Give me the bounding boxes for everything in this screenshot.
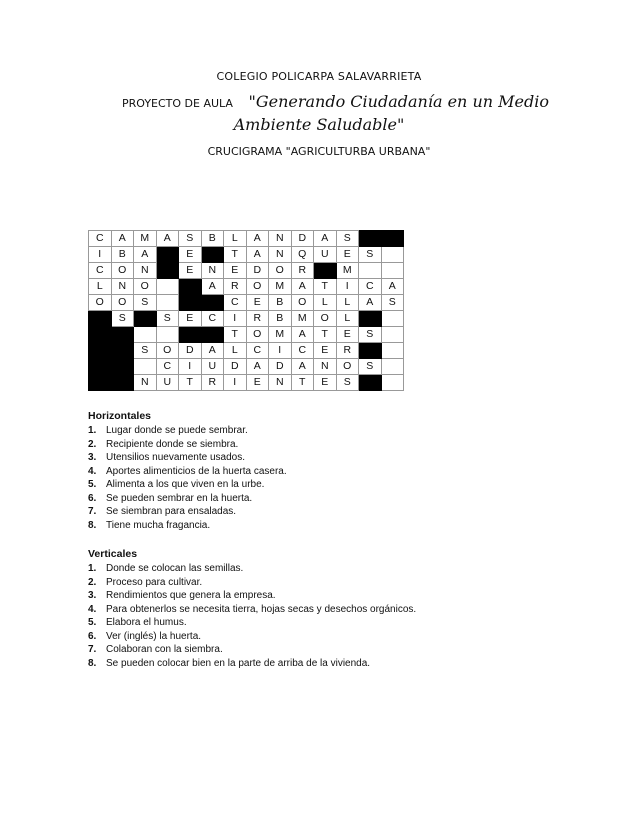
crossword-cell: A — [381, 279, 404, 295]
crossword-cell — [359, 263, 382, 279]
clue-text: Lugar donde se puede sembrar. — [106, 425, 248, 436]
clue-text: Se siembran para ensaladas. — [106, 506, 237, 517]
crossword-cell: E — [179, 263, 202, 279]
crossword-black-cell — [156, 247, 179, 263]
crossword-cell: T — [291, 375, 314, 391]
crossword-cell: S — [336, 375, 359, 391]
clue-text: Se pueden colocar bien en la parte de arriba de la vivienda. — [106, 657, 371, 669]
crossword-cell: O — [269, 263, 292, 279]
crossword-cell: S — [381, 295, 404, 311]
crossword-cell: N — [111, 279, 134, 295]
crossword-cell: B — [201, 231, 224, 247]
crossword-cell: N — [134, 375, 157, 391]
crossword-cell: E — [336, 327, 359, 343]
crossword-black-cell — [201, 247, 224, 263]
crossword-cell: L — [89, 279, 112, 295]
crossword-cell: I — [269, 343, 292, 359]
horizontales-title: Horizontales — [88, 410, 152, 422]
crossword-cell: C — [246, 343, 269, 359]
crossword-cell: S — [359, 359, 382, 375]
clue-text: Proceso para cultivar. — [106, 576, 203, 588]
crossword-cell — [156, 327, 179, 343]
crossword-black-cell — [89, 359, 112, 375]
clue-number: 8. — [88, 657, 97, 669]
crossword-cell: C — [201, 311, 224, 327]
crossword-cell: A — [246, 247, 269, 263]
clue-item — [88, 576, 588, 590]
crossword-cell — [381, 263, 404, 279]
crossword-black-cell — [381, 231, 404, 247]
crossword-cell: R — [336, 343, 359, 359]
clue-text: Ver (inglés) la huerta. — [106, 630, 202, 642]
crossword-cell: R — [224, 279, 247, 295]
crossword-cell: D — [179, 343, 202, 359]
clue-text: Rendimientos que genera la empresa. — [106, 590, 276, 601]
clue-item — [88, 424, 588, 438]
clue-number: 5. — [88, 617, 97, 628]
crossword-cell: D — [224, 359, 247, 375]
crossword-row — [89, 359, 404, 375]
crossword-black-cell — [156, 263, 179, 279]
crossword-cell: I — [89, 247, 112, 263]
verticales-title: Verticales — [88, 548, 138, 560]
crossword-black-cell — [359, 231, 382, 247]
crossword-cell: B — [269, 295, 292, 311]
crossword-black-cell — [89, 327, 112, 343]
crossword-cell: A — [201, 279, 224, 295]
clue-text: Tiene mucha fragancia. — [106, 519, 211, 531]
clue-number: 6. — [88, 630, 97, 642]
crossword-cell: O — [111, 263, 134, 279]
crossword-cell: R — [291, 263, 314, 279]
clue-number: 3. — [88, 590, 97, 601]
crossword-cell: I — [336, 279, 359, 295]
crossword-cell: N — [269, 375, 292, 391]
crossword-cell: C — [89, 231, 112, 247]
crossword-cell: T — [314, 279, 337, 295]
crossword-cell: A — [246, 359, 269, 375]
crossword-black-cell — [111, 375, 134, 391]
crossword-black-cell — [179, 295, 202, 311]
crossword-cell: D — [246, 263, 269, 279]
clue-item — [88, 492, 588, 506]
crossword-cell: M — [134, 231, 157, 247]
crossword-grid — [88, 230, 404, 391]
clue-item — [88, 589, 588, 603]
crossword-black-cell — [201, 327, 224, 343]
clue-item — [88, 478, 588, 492]
crossword-cell: N — [134, 263, 157, 279]
crossword-cell: A — [201, 343, 224, 359]
clue-number: 3. — [88, 452, 97, 463]
crossword-cell: N — [269, 247, 292, 263]
crossword-black-cell — [89, 311, 112, 327]
crossword-cell: M — [291, 311, 314, 327]
crossword-cell: O — [314, 311, 337, 327]
crossword-cell: A — [156, 231, 179, 247]
crossword-black-cell — [134, 311, 157, 327]
crossword-cell: E — [314, 375, 337, 391]
crossword-cell: O — [336, 359, 359, 375]
crossword-cell — [134, 327, 157, 343]
crossword-cell: E — [314, 343, 337, 359]
crossword-title: CRUCIGRAMA "AGRICULTURBA URBANA" — [207, 145, 431, 158]
crossword-row — [89, 343, 404, 359]
crossword-cell: S — [156, 311, 179, 327]
clue-text: Donde se colocan las semillas. — [106, 563, 244, 574]
clue-text: Para obtenerlos se necesita tierra, hojas secas y desechos orgánicos. — [106, 603, 417, 615]
crossword-cell: A — [134, 247, 157, 263]
crossword-cell — [156, 279, 179, 295]
crossword-cell: E — [336, 247, 359, 263]
crossword-cell: L — [336, 311, 359, 327]
crossword-cell: Q — [291, 247, 314, 263]
crossword-cell: E — [179, 311, 202, 327]
crossword-cell: N — [314, 359, 337, 375]
clue-number: 1. — [88, 425, 97, 436]
crossword-cell: U — [314, 247, 337, 263]
crossword-cell: A — [291, 359, 314, 375]
crossword-black-cell — [179, 279, 202, 295]
crossword-cell: E — [246, 375, 269, 391]
clue-item — [88, 505, 588, 519]
crossword-cell — [381, 375, 404, 391]
crossword-black-cell — [179, 327, 202, 343]
crossword-cell: R — [246, 311, 269, 327]
crossword-cell — [134, 359, 157, 375]
crossword-cell — [381, 343, 404, 359]
crossword-cell: L — [224, 231, 247, 247]
crossword-black-cell — [89, 375, 112, 391]
clue-number: 5. — [88, 479, 97, 490]
crossword-cell: N — [201, 263, 224, 279]
crossword-cell: O — [291, 295, 314, 311]
crossword-cell — [381, 359, 404, 375]
crossword-cell: L — [336, 295, 359, 311]
crossword-row — [89, 263, 404, 279]
crossword-cell — [381, 311, 404, 327]
crossword-black-cell — [111, 359, 134, 375]
crossword-cell: O — [156, 343, 179, 359]
crossword-cell: O — [134, 279, 157, 295]
crossword-cell: O — [89, 295, 112, 311]
crossword-cell: S — [111, 311, 134, 327]
crossword-cell: C — [291, 343, 314, 359]
crossword-cell: U — [201, 359, 224, 375]
crossword-cell: C — [359, 279, 382, 295]
crossword-cell: A — [246, 231, 269, 247]
crossword-cell: A — [314, 231, 337, 247]
crossword-cell: D — [269, 359, 292, 375]
project-line — [122, 92, 562, 111]
crossword-cell: L — [224, 343, 247, 359]
clue-number: 2. — [88, 576, 97, 588]
crossword-cell — [381, 247, 404, 263]
crossword-cell: S — [359, 327, 382, 343]
crossword-black-cell — [201, 295, 224, 311]
project-label: PROYECTO DE AULA — [122, 97, 233, 110]
clue-text: Se pueden sembrar en la huerta. — [106, 492, 253, 504]
crossword-row — [89, 311, 404, 327]
crossword-cell: E — [224, 263, 247, 279]
crossword-cell: C — [89, 263, 112, 279]
crossword-cell: M — [336, 263, 359, 279]
school-name: COLEGIO POLICARPA SALAVARRIETA — [216, 70, 422, 83]
crossword-table — [88, 230, 404, 391]
crossword-cell: T — [179, 375, 202, 391]
crossword-cell: M — [269, 279, 292, 295]
crossword-cell: R — [201, 375, 224, 391]
crossword-cell: U — [156, 375, 179, 391]
crossword-cell: A — [359, 295, 382, 311]
crossword-black-cell — [111, 327, 134, 343]
crossword-cell: T — [314, 327, 337, 343]
clue-item — [88, 616, 588, 630]
crossword-cell: T — [224, 327, 247, 343]
clue-item — [88, 451, 588, 465]
crossword-black-cell — [359, 343, 382, 359]
clue-text: Recipiente donde se siembra. — [106, 438, 239, 450]
clue-item — [88, 630, 588, 644]
crossword-black-cell — [111, 343, 134, 359]
crossword-cell: S — [134, 343, 157, 359]
crossword-cell: O — [246, 327, 269, 343]
clue-item — [88, 465, 588, 479]
clue-item — [88, 438, 588, 452]
clue-text: Utensilios nuevamente usados. — [106, 452, 245, 463]
clue-item — [88, 603, 588, 617]
clue-number: 4. — [88, 465, 97, 477]
crossword-cell: A — [291, 279, 314, 295]
crossword-cell: O — [111, 295, 134, 311]
crossword-cell: C — [156, 359, 179, 375]
crossword-row — [89, 375, 404, 391]
crossword-cell: N — [269, 231, 292, 247]
crossword-black-cell — [314, 263, 337, 279]
clue-number: 4. — [88, 603, 97, 615]
crossword-cell: S — [359, 247, 382, 263]
clue-number: 1. — [88, 563, 97, 574]
clue-text: Alimenta a los que viven en la urbe. — [106, 479, 265, 490]
crossword-cell: S — [134, 295, 157, 311]
crossword-cell: A — [291, 327, 314, 343]
crossword-cell: S — [336, 231, 359, 247]
crossword-cell: E — [246, 295, 269, 311]
crossword-black-cell — [359, 311, 382, 327]
crossword-cell: T — [224, 247, 247, 263]
crossword-cell: O — [246, 279, 269, 295]
crossword-cell: B — [269, 311, 292, 327]
crossword-cell: D — [291, 231, 314, 247]
clue-number: 7. — [88, 644, 97, 655]
crossword-cell — [381, 327, 404, 343]
clue-number: 6. — [88, 492, 97, 504]
clue-text: Elabora el humus. — [106, 617, 187, 628]
crossword-row — [89, 295, 404, 311]
horizontales-list — [88, 424, 588, 532]
crossword-cell: E — [179, 247, 202, 263]
crossword-cell: S — [179, 231, 202, 247]
crossword-row — [89, 247, 404, 263]
crossword-cell: I — [224, 375, 247, 391]
crossword-cell: M — [269, 327, 292, 343]
crossword-cell: A — [111, 231, 134, 247]
crossword-cell: B — [111, 247, 134, 263]
crossword-cell: I — [179, 359, 202, 375]
crossword-black-cell — [359, 375, 382, 391]
crossword-cell — [156, 295, 179, 311]
crossword-row — [89, 231, 404, 247]
verticales-list — [88, 562, 588, 670]
project-title-line-2: Ambiente Saludable" — [233, 115, 405, 134]
clue-item — [88, 562, 588, 576]
project-title-line-1: "Generando Ciudadanía en un Medio — [248, 92, 549, 111]
crossword-row — [89, 327, 404, 343]
clue-text: Aportes alimenticios de la huerta casera. — [106, 465, 287, 477]
horizontales-section — [88, 410, 588, 532]
clue-number: 2. — [88, 438, 97, 450]
crossword-row — [89, 279, 404, 295]
clue-item — [88, 643, 588, 657]
crossword-cell: I — [224, 311, 247, 327]
clue-item — [88, 657, 588, 671]
clue-number: 8. — [88, 519, 97, 531]
clue-number: 7. — [88, 506, 97, 517]
clue-item — [88, 519, 588, 533]
crossword-black-cell — [89, 343, 112, 359]
crossword-cell: C — [224, 295, 247, 311]
clue-text: Colaboran con la siembra. — [106, 644, 223, 655]
verticales-section — [88, 548, 588, 670]
crossword-cell: L — [314, 295, 337, 311]
